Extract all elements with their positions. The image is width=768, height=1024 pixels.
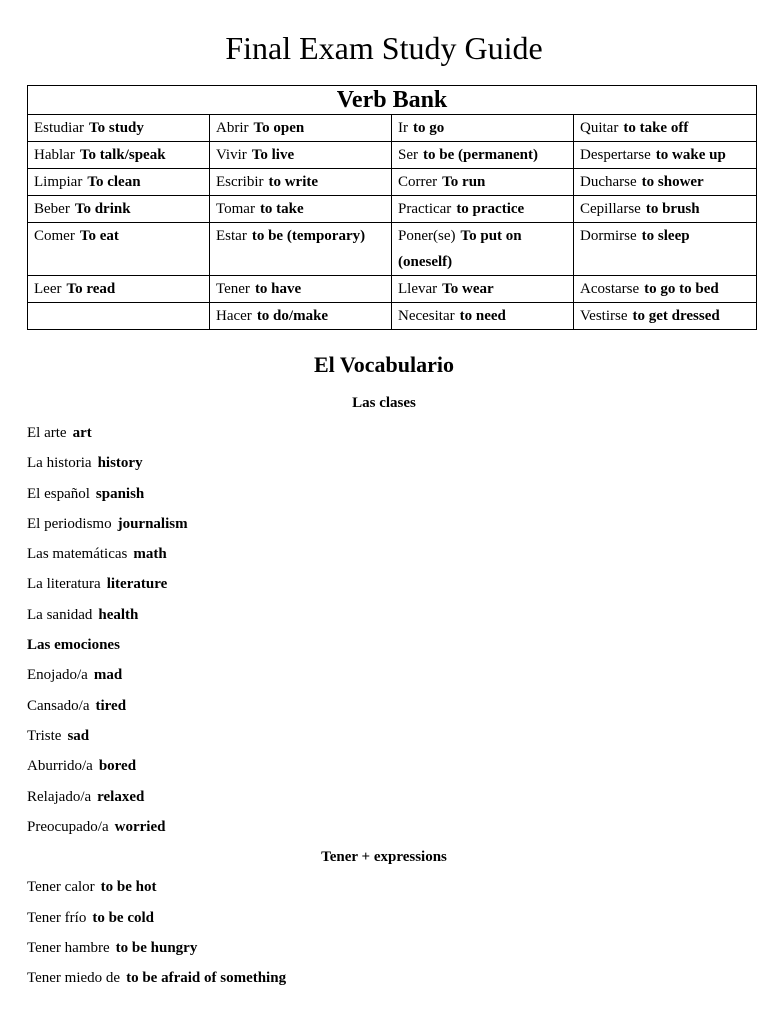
verb-spanish: Leer [34,281,62,297]
verb-spanish: Dormirse [580,228,637,244]
vocab-item [27,423,92,443]
verb-cell [392,169,574,196]
vocab-english: tired [95,698,127,714]
verb-cell [28,115,210,142]
vocab-english: worried [114,819,166,835]
vocab-item [27,696,126,716]
verb-english: to sleep [641,228,690,244]
vocab-english: mad [93,667,123,683]
verb-english: to get dressed [632,308,720,324]
vocab-english: to be hungry [115,940,198,956]
verb-bank-row [28,303,757,330]
verb-spanish: Acostarse [580,281,640,297]
verb-english: to go to bed [644,281,719,297]
verb-spanish: Despertarse [580,147,651,163]
verb-spanish: Practicar [398,201,452,217]
vocab-english: health [98,607,139,623]
verb-english: To clean [87,174,141,190]
vocab-spanish: Tener miedo de [27,970,121,986]
vocab-english: bored [98,758,137,774]
verb-english: to take off [623,120,689,136]
verb-spanish: Comer [34,228,75,244]
verb-spanish: Llevar [398,281,438,297]
verb-spanish: Limpiar [34,174,83,190]
vocab-spanish: Triste [27,728,62,744]
verb-cell [574,276,757,303]
verb-english: To drink [74,201,131,217]
verb-cell [392,115,574,142]
verb-bank-row [28,115,757,142]
vocab-spanish: Aburrido/a [27,758,93,774]
vocab-spanish: Cansado/a [27,698,90,714]
vocab-spanish: Relajado/a [27,789,92,805]
verb-cell [210,276,392,303]
verb-spanish: Abrir [216,120,249,136]
verb-cell [392,303,574,330]
verb-english: to practice [456,201,525,217]
verb-cell [574,303,757,330]
verb-bank-row [28,223,757,276]
verb-english: to be (temporary) [251,228,366,244]
vocab-spanish: Tener frío [27,910,87,926]
verb-english: to write [268,174,319,190]
verb-cell [28,169,210,196]
verb-cell [574,223,757,276]
verb-cell [28,276,210,303]
verb-spanish: Tener [216,281,250,297]
verb-cell [392,223,574,276]
vocab-item [27,756,136,776]
verb-bank-row [28,276,757,303]
verb-cell [574,142,757,169]
emociones-heading: Las emociones [27,637,120,653]
vocab-item [27,514,188,534]
verb-spanish: Ducharse [580,174,637,190]
verb-cell [28,142,210,169]
verb-english: To study [89,120,144,136]
verb-spanish: Tomar [216,201,255,217]
vocab-english: to be afraid of something [126,970,287,986]
vocab-spanish: La historia [27,455,92,471]
verb-english: to brush [645,201,700,217]
verb-cell [210,303,392,330]
verb-english: To open [253,120,305,136]
verb-spanish: Poner(se) [398,228,456,244]
verb-bank-row [28,142,757,169]
vocab-item [27,544,167,564]
verb-cell [574,115,757,142]
verb-cell [210,142,392,169]
verb-spanish: Ser [398,147,418,163]
verb-cell [28,196,210,223]
tener-heading: Tener + expressions [321,849,447,865]
verb-english: to be (permanent) [423,147,538,163]
vocab-english: sad [67,728,90,744]
vocab-english: math [133,546,167,562]
vocab-spanish: El periodismo [27,516,112,532]
vocab-item [27,908,154,928]
vocab-item [27,817,165,837]
verb-cell [28,223,210,276]
verb-english: To put on (oneself) [398,228,522,270]
verb-english: To eat [79,228,119,244]
vocab-english: to be cold [92,910,155,926]
vocab-item [27,605,138,625]
verb-english: To run [442,174,486,190]
vocab-english: journalism [117,516,188,532]
vocab-item [27,574,167,594]
clases-heading: Las clases [352,395,416,411]
verb-bank-table [27,85,757,330]
vocab-item [27,968,286,988]
vocab-item [27,726,89,746]
vocab-spanish: La sanidad [27,607,93,623]
verb-cell [210,169,392,196]
vocab-item [27,453,143,473]
verb-spanish: Escribir [216,174,264,190]
document-title: Final Exam Study Guide [225,30,543,66]
verb-spanish: Estar [216,228,247,244]
vocab-english: history [97,455,143,471]
verb-spanish: Ir [398,120,408,136]
vocab-spanish: Enojado/a [27,667,88,683]
verb-cell [210,223,392,276]
verb-spanish: Correr [398,174,438,190]
verb-english: to wake up [655,147,726,163]
verb-cell [392,142,574,169]
verb-english: To wear [442,281,494,297]
verb-spanish: Cepillarse [580,201,641,217]
vocab-item [27,484,144,504]
verb-english: to have [254,281,302,297]
vocab-english: spanish [95,486,145,502]
vocab-item [27,787,144,807]
vocab-spanish: El arte [27,425,67,441]
verb-bank-heading: Verb Bank [28,86,757,115]
verb-spanish: Hablar [34,147,75,163]
verb-spanish: Beber [34,201,70,217]
verb-spanish: Quitar [580,120,619,136]
vocab-spanish: El español [27,486,90,502]
vocab-item [27,938,197,958]
vocab-spanish: Las matemáticas [27,546,128,562]
verb-bank-row [28,169,757,196]
vocab-english: art [72,425,92,441]
vocab-item [27,665,122,685]
verb-english: To live [251,147,295,163]
verb-english: to do/make [256,308,329,324]
verb-spanish: Vestirse [580,308,628,324]
vocab-english: relaxed [97,789,145,805]
vocab-spanish: Tener hambre [27,940,110,956]
verb-english: To read [66,281,116,297]
verb-english: to go [413,120,445,136]
verb-cell [574,169,757,196]
verb-english: to shower [641,174,704,190]
verb-cell [392,196,574,223]
vocab-english: to be hot [100,879,157,895]
vocab-spanish: Preocupado/a [27,819,109,835]
verb-spanish: Estudiar [34,120,84,136]
vocab-item [27,877,157,897]
vocab-english: literature [106,576,168,592]
verb-english: to need [459,308,506,324]
verb-spanish: Necesitar [398,308,455,324]
verb-english: To talk/speak [79,147,166,163]
vocabulary-heading: El Vocabulario [314,352,454,377]
vocab-spanish: La literatura [27,576,101,592]
verb-bank-row [28,196,757,223]
verb-cell [210,196,392,223]
verb-english: to take [259,201,304,217]
verb-cell [28,303,210,330]
verb-spanish: Hacer [216,308,252,324]
verb-spanish: Vivir [216,147,247,163]
verb-cell [392,276,574,303]
vocab-spanish: Tener calor [27,879,95,895]
verb-cell [210,115,392,142]
verb-cell [574,196,757,223]
